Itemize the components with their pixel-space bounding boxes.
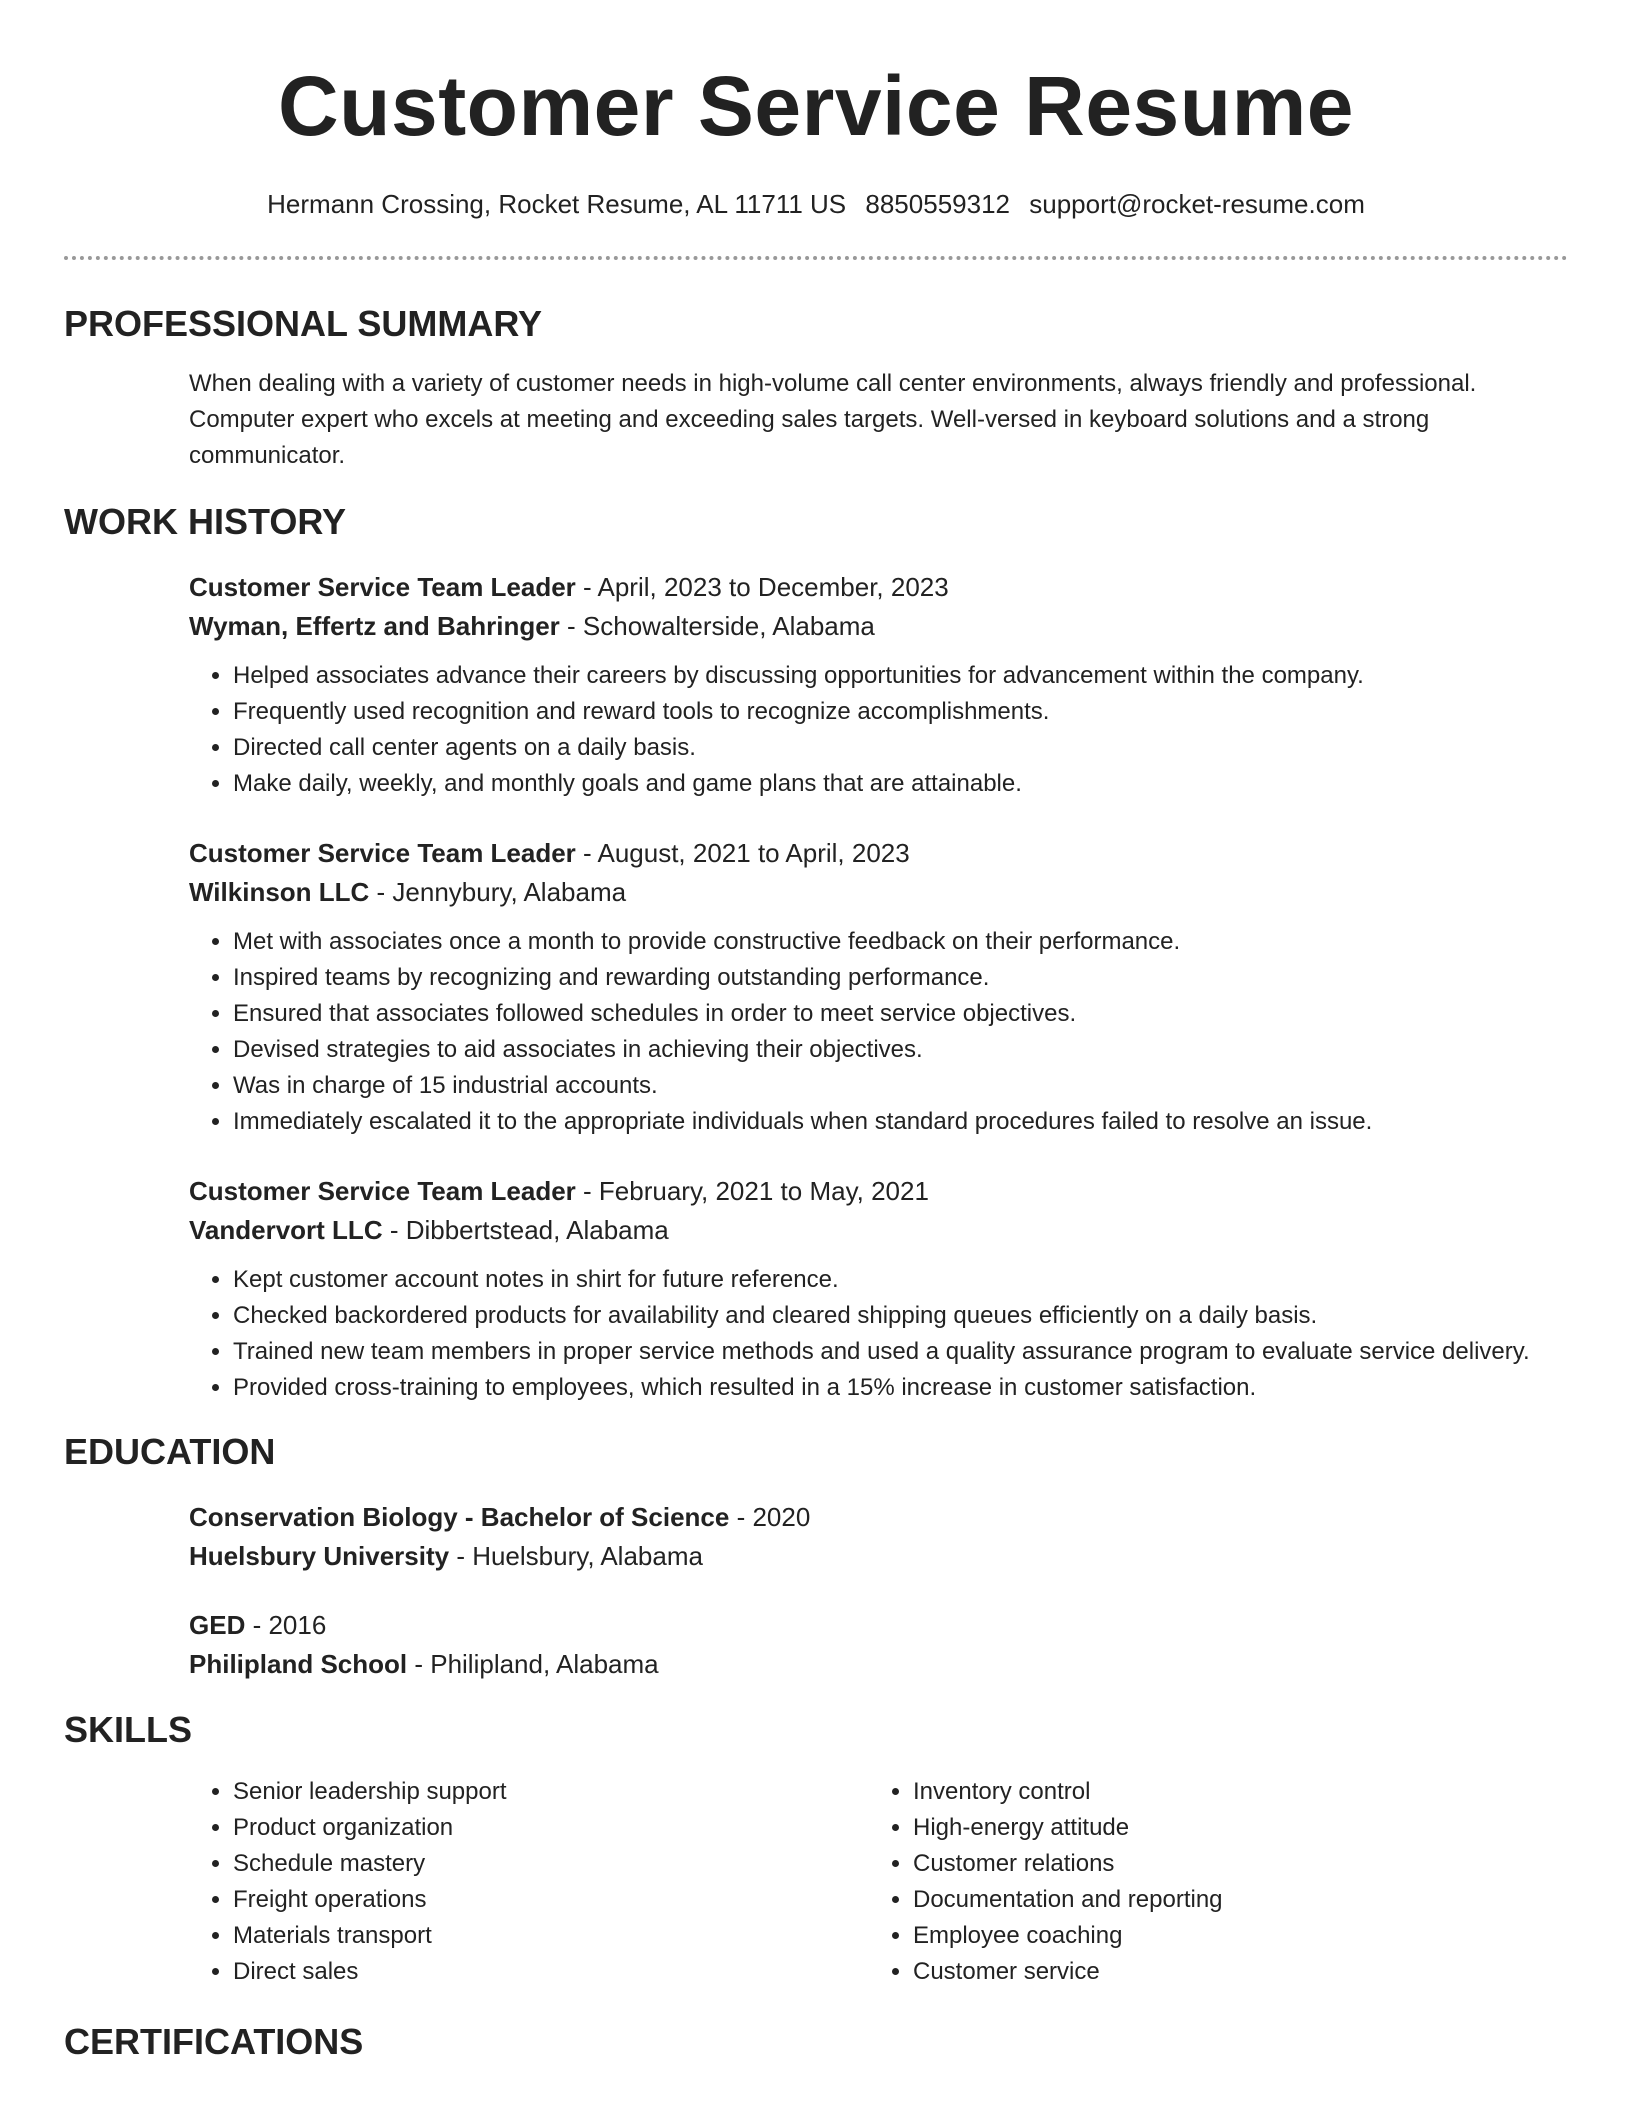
contact-address: Hermann Crossing, Rocket Resume, AL 11711 US bbox=[267, 189, 847, 219]
skill-item: • Documentation and reporting bbox=[913, 1882, 1549, 1918]
summary-heading: PROFESSIONAL SUMMARY bbox=[64, 303, 543, 344]
job-entry bbox=[189, 1172, 1568, 1406]
job-bullet: • Checked backordered products for availability and cleared shipping queues efficiently on a daily basis. bbox=[233, 1298, 1568, 1334]
job-bullet: • Inspired teams by recognizing and rewarding outstanding performance. bbox=[233, 960, 1568, 996]
education-entry bbox=[189, 1498, 1568, 1576]
degree-year: - 2016 bbox=[245, 1610, 327, 1640]
skills-grid bbox=[189, 1774, 1568, 1990]
skill-item: • Customer service bbox=[913, 1954, 1549, 1990]
school-line bbox=[189, 1537, 1568, 1576]
skills-column-right bbox=[869, 1774, 1549, 1990]
job-company: Vandervort LLC bbox=[189, 1215, 383, 1245]
school: Huelsbury University bbox=[189, 1541, 450, 1571]
skill-item: • Materials transport bbox=[233, 1918, 869, 1954]
skills-section bbox=[64, 1774, 1568, 1990]
job-bullet: • Frequently used recognition and reward tools to recognize accomplishments. bbox=[233, 694, 1568, 730]
degree-line bbox=[189, 1498, 1568, 1537]
header-divider bbox=[64, 256, 1568, 260]
skill-item: • Direct sales bbox=[233, 1954, 869, 1990]
degree: GED bbox=[189, 1610, 246, 1640]
summary-section bbox=[64, 366, 1568, 474]
school-line bbox=[189, 1645, 1568, 1684]
job-bullet: • Helped associates advance their careers by discussing opportunities for advancement within the company. bbox=[233, 658, 1568, 694]
job-bullet: • Devised strategies to aid associates in achieving their objectives. bbox=[233, 1032, 1568, 1068]
skill-item: • Customer relations bbox=[913, 1846, 1549, 1882]
skill-item: • Freight operations bbox=[233, 1882, 869, 1918]
job-bullet: • Ensured that associates followed schedules in order to meet service objectives. bbox=[233, 996, 1568, 1032]
job-location: - Jennybury, Alabama bbox=[369, 877, 627, 907]
degree: Conservation Biology - Bachelor of Science bbox=[189, 1502, 730, 1532]
job-bullets bbox=[189, 1262, 1568, 1406]
job-bullet: • Trained new team members in proper service methods and used a quality assurance program to evaluate service delivery. bbox=[233, 1334, 1568, 1370]
job-bullet: • Kept customer account notes in shirt for future reference. bbox=[233, 1262, 1568, 1298]
job-entry bbox=[189, 834, 1568, 1140]
school: Philipland School bbox=[189, 1649, 408, 1679]
job-bullet: • Directed call center agents on a daily basis. bbox=[233, 730, 1568, 766]
job-dates: - August, 2021 to April, 2023 bbox=[575, 838, 910, 868]
contact-phone: 8850559312 bbox=[865, 189, 1010, 219]
education-entry bbox=[189, 1606, 1568, 1684]
skill-item: • Employee coaching bbox=[913, 1918, 1549, 1954]
contact-email: support@rocket-resume.com bbox=[1029, 189, 1365, 219]
job-dates: - April, 2023 to December, 2023 bbox=[575, 572, 949, 602]
job-bullet: • Immediately escalated it to the appropriate individuals when standard procedures failed to resolve an issue. bbox=[233, 1104, 1568, 1140]
job-title: Customer Service Team Leader bbox=[189, 572, 576, 602]
job-bullet: • Provided cross-training to employees, which resulted in a 15% increase in customer satisfaction. bbox=[233, 1370, 1568, 1406]
job-bullet: • Met with associates once a month to provide constructive feedback on their performance. bbox=[233, 924, 1568, 960]
skill-item: • High-energy attitude bbox=[913, 1810, 1549, 1846]
job-title-line bbox=[189, 1172, 1568, 1211]
work-history-heading: WORK HISTORY bbox=[64, 501, 347, 542]
job-dates: - February, 2021 to May, 2021 bbox=[575, 1176, 929, 1206]
school-location: - Philipland, Alabama bbox=[407, 1649, 659, 1679]
school-location: - Huelsbury, Alabama bbox=[449, 1541, 703, 1571]
skill-item: • Product organization bbox=[233, 1810, 869, 1846]
job-company-line bbox=[189, 1211, 1568, 1250]
job-company-line bbox=[189, 873, 1568, 912]
skill-item: • Schedule mastery bbox=[233, 1846, 869, 1882]
job-bullet: • Make daily, weekly, and monthly goals and game plans that are attainable. bbox=[233, 766, 1568, 802]
skills-heading: SKILLS bbox=[64, 1709, 193, 1750]
job-company-line bbox=[189, 607, 1568, 646]
job-entry bbox=[189, 568, 1568, 802]
job-bullets bbox=[189, 924, 1568, 1140]
job-bullets bbox=[189, 658, 1568, 802]
contact-line bbox=[64, 186, 1568, 222]
skills-column-left bbox=[189, 1774, 869, 1990]
job-title: Customer Service Team Leader bbox=[189, 838, 576, 868]
summary-text: When dealing with a variety of customer needs in high-volume call center environments, always friendly and professional. Computer expert who excels at meeting and exceeding sales targets. Well-versed in keyboard solutions and a strong communicator. bbox=[189, 370, 1477, 469]
job-title-line bbox=[189, 568, 1568, 607]
degree-year: - 2020 bbox=[729, 1502, 811, 1532]
education-section bbox=[64, 1498, 1568, 1684]
job-company: Wilkinson LLC bbox=[189, 877, 370, 907]
job-title: Customer Service Team Leader bbox=[189, 1176, 576, 1206]
work-history-section bbox=[64, 568, 1568, 1406]
skill-item: • Inventory control bbox=[913, 1774, 1549, 1810]
certifications-heading: CERTIFICATIONS bbox=[64, 2021, 364, 2062]
job-location: - Schowalterside, Alabama bbox=[559, 611, 875, 641]
job-title-line bbox=[189, 834, 1568, 873]
job-company: Wyman, Effertz and Bahringer bbox=[189, 611, 560, 641]
education-heading: EDUCATION bbox=[64, 1431, 276, 1472]
job-bullet: • Was in charge of 15 industrial accounts. bbox=[233, 1068, 1568, 1104]
skill-item: • Senior leadership support bbox=[233, 1774, 869, 1810]
resume-title: Customer Service Resume bbox=[278, 59, 1354, 153]
job-location: - Dibbertstead, Alabama bbox=[382, 1215, 669, 1245]
degree-line bbox=[189, 1606, 1568, 1645]
